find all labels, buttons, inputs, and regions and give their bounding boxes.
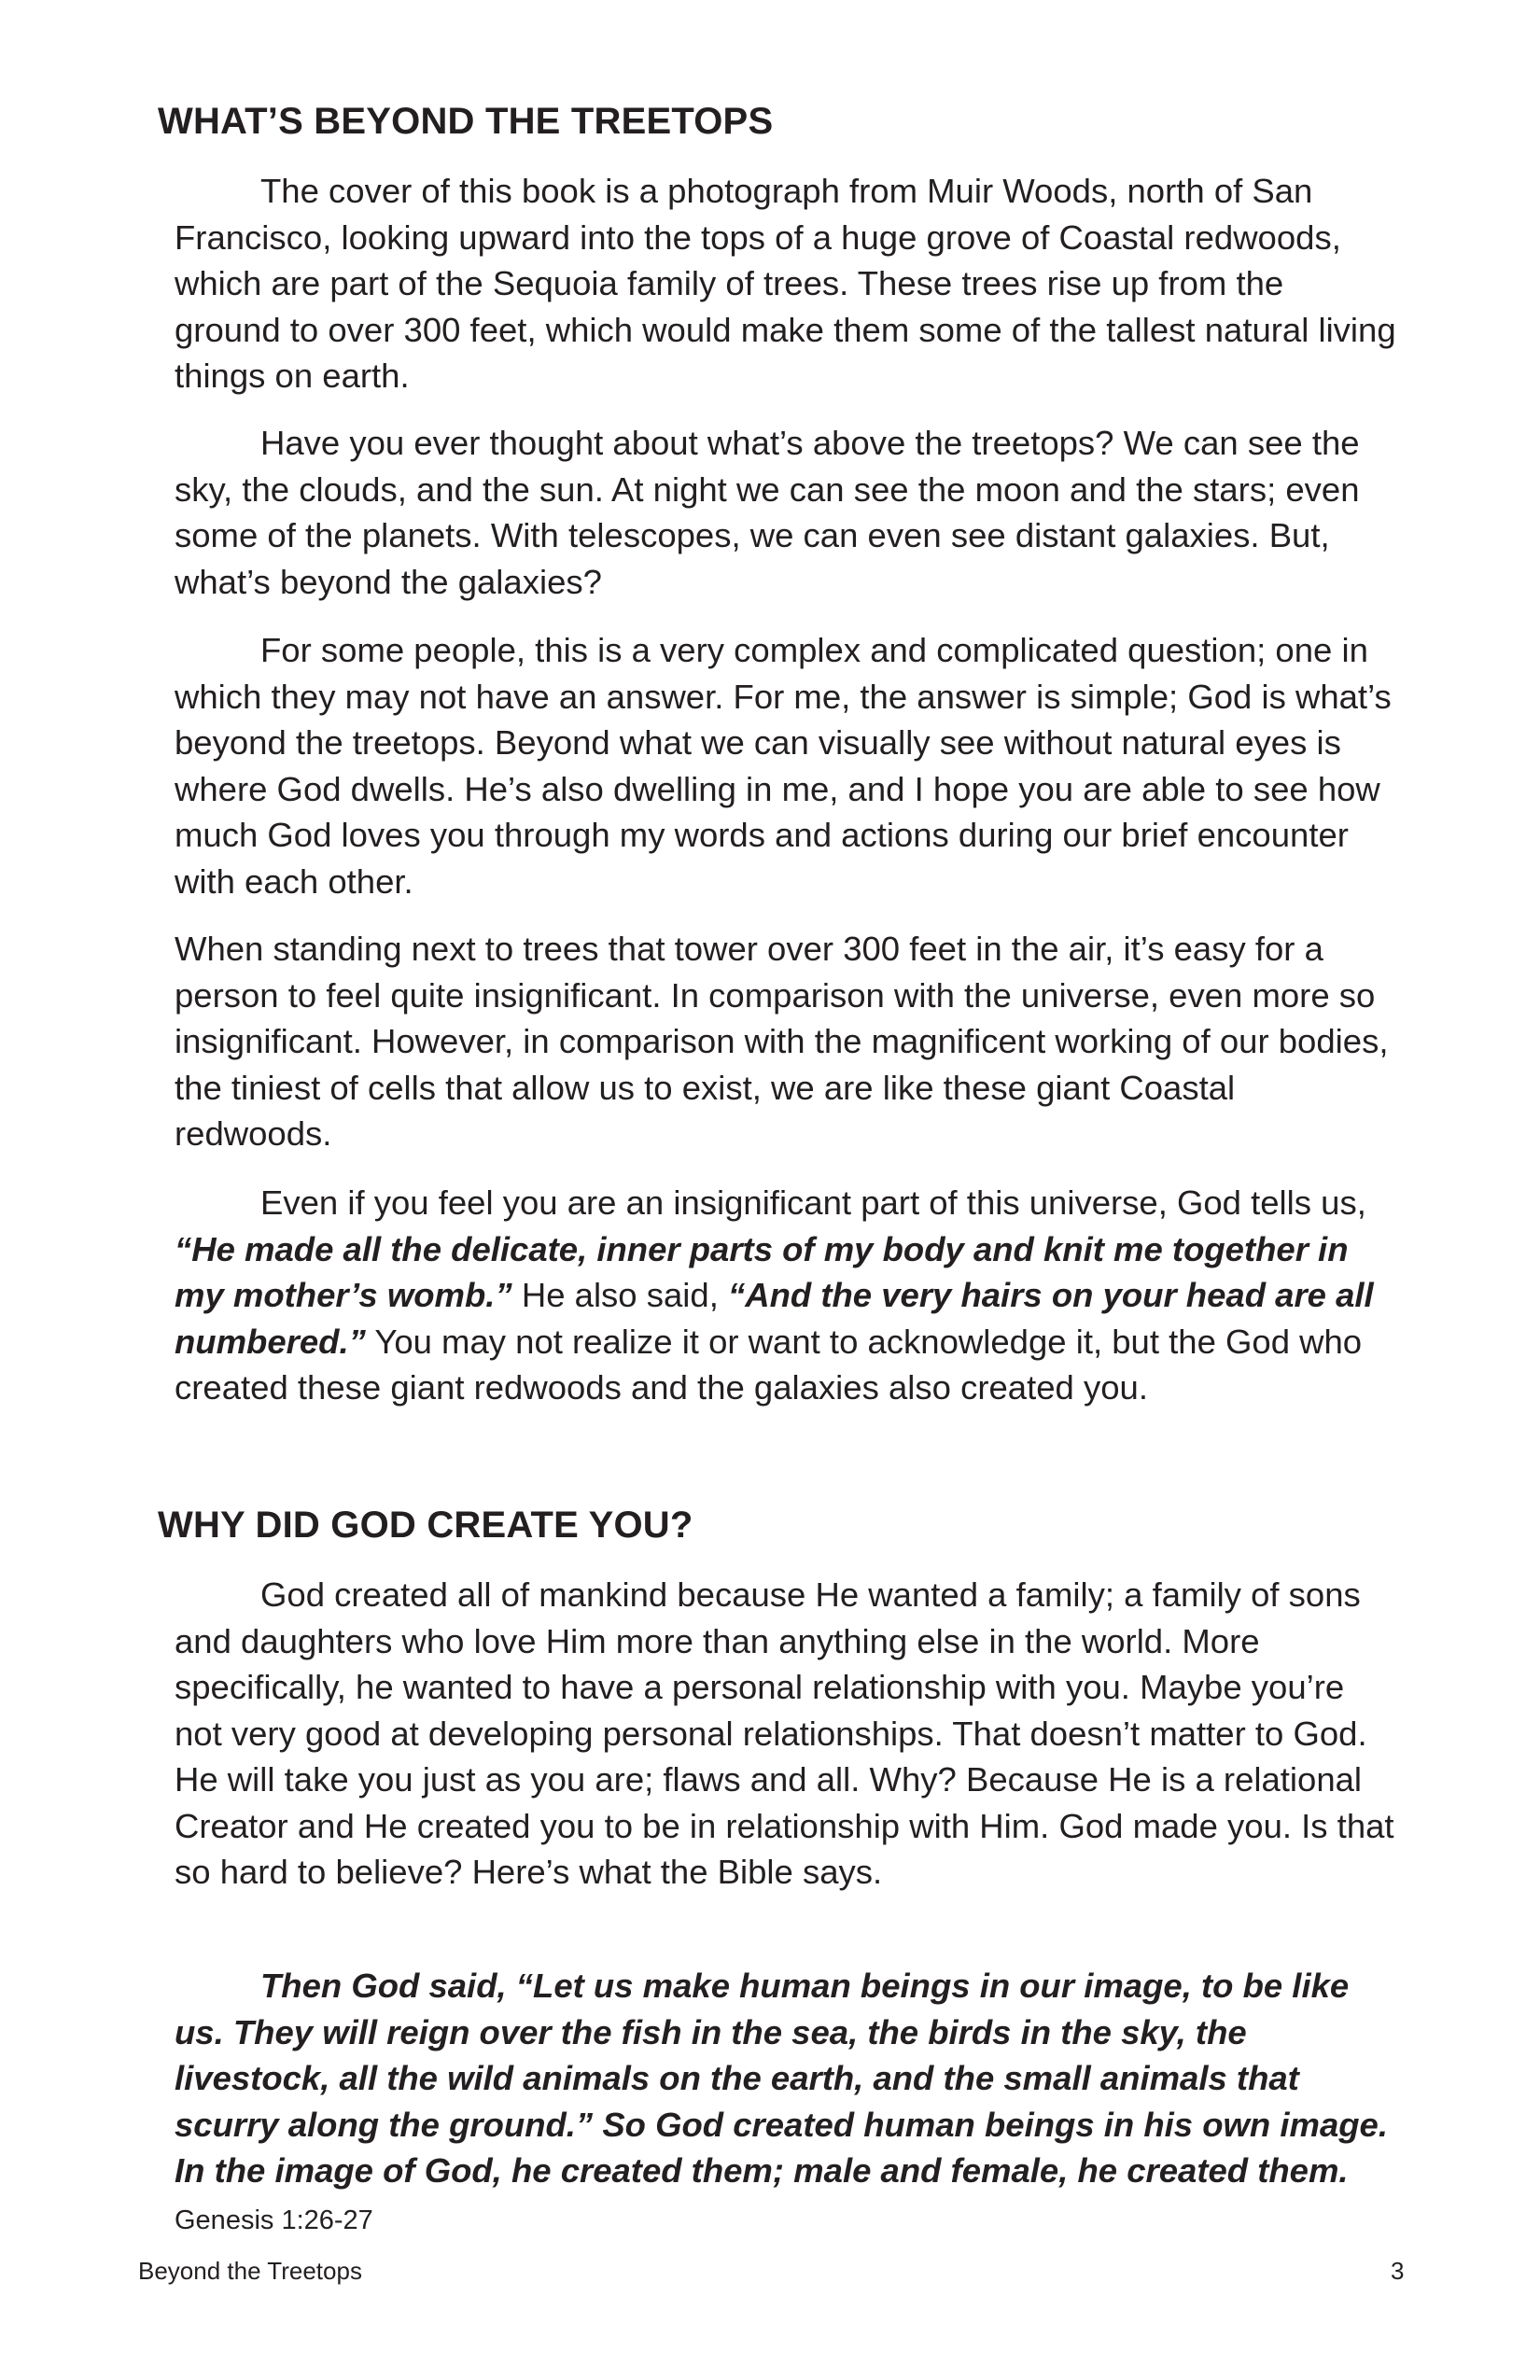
footer-page-number: 3: [1391, 2257, 1405, 2285]
paragraph-text: God created all of mankind because He wanted a family; a family of sons and daughters who love Him more than anything else in the world. More specifically, he wanted to have a personal relationship with you. Maybe you’re not very good at developing personal relationships. That doesn’t matter to God. He will take you just as you are; flaws and all. Why? Because He is a relational Creator and He created you to be in relationship with Him. God made you. Is that so hard to believe? Here’s what the Bible says.: [175, 1575, 1394, 1891]
bible-quote-genesis: Then God said, “Let us make human beings in our image, to be like us. They will reign over the fish in the sea, the birds in the sky, the livestock, all the wild animals on the earth, and the small animals that scurry along the ground.” So God created human beings in his own image. In the image of God, he created them; male and female, he created them.: [175, 1967, 1388, 2190]
paragraph-text: The cover of this book is a photograph from Muir Woods, north of San Francisco, looking upward into the tops of a huge grove of Coastal redwoods, which are part of the Sequoia family of trees. These trees rise up from the ground to over 300 feet, which would make them some of the tallest natural living things on earth.: [175, 172, 1396, 395]
paragraph-genesis-quote: [175, 1963, 1397, 2244]
paragraph-text: Even if you feel you are an insignificant part of this universe, God tells us,: [260, 1183, 1366, 1222]
paragraph-text: Have you ever thought about what’s above the treetops? We can see the sky, the clouds, and the sun. At night we can see the moon and the stars; even some of the planets. With telescopes, we can even see distant galaxies. But, what’s beyond the galaxies?: [175, 424, 1360, 601]
paragraph-insignificant: [175, 926, 1397, 1157]
paragraph-text: For some people, this is a very complex and complicated question; one in which they may not have an answer. For me, the answer is simple; God is what’s beyond the treetops. Beyond what we can visually see without natural eyes is where God dwells. He’s also dwelling in me, and I hope you are able to see how much God loves you through my words and actions during our brief encounter with each other.: [175, 631, 1392, 901]
paragraph-complex-question: [175, 627, 1397, 904]
paragraph-above-treetops: [175, 420, 1397, 605]
section-heading-why-create: WHY DID GOD CREATE YOU?: [158, 1505, 693, 1546]
paragraph-god-tells-us: [175, 1180, 1397, 1411]
paragraph-text: You may not realize it or want to acknowledge it, but the God who created these giant redwoods and the galaxies also created you.: [175, 1322, 1363, 1407]
bible-reference: Genesis 1:26-27: [175, 2205, 373, 2235]
paragraph-family: [175, 1572, 1397, 1896]
footer-book-title: Beyond the Treetops: [138, 2257, 362, 2285]
paragraph-cover-photo: [175, 168, 1397, 399]
bible-quote-inner-parts: “He made all the delicate, inner parts of my body and knit me together in my mother’s womb.”: [175, 1229, 1349, 1314]
section-heading-treetops: WHAT’S BEYOND THE TREETOPS: [158, 101, 774, 142]
paragraph-text: When standing next to trees that tower over 300 feet in the air, it’s easy for a person to feel quite insignificant. In comparison with the universe, even more so insignificant. However, in comparison with the magnificent working of our bodies, the tiniest of cells that allow us to exist, we are like these giant Coastal redwoods.: [175, 930, 1389, 1153]
bible-quote-hairs-numbered: “And the very hairs on your head are all numbered.”: [175, 1276, 1374, 1361]
paragraph-text: He also said,: [511, 1276, 728, 1314]
